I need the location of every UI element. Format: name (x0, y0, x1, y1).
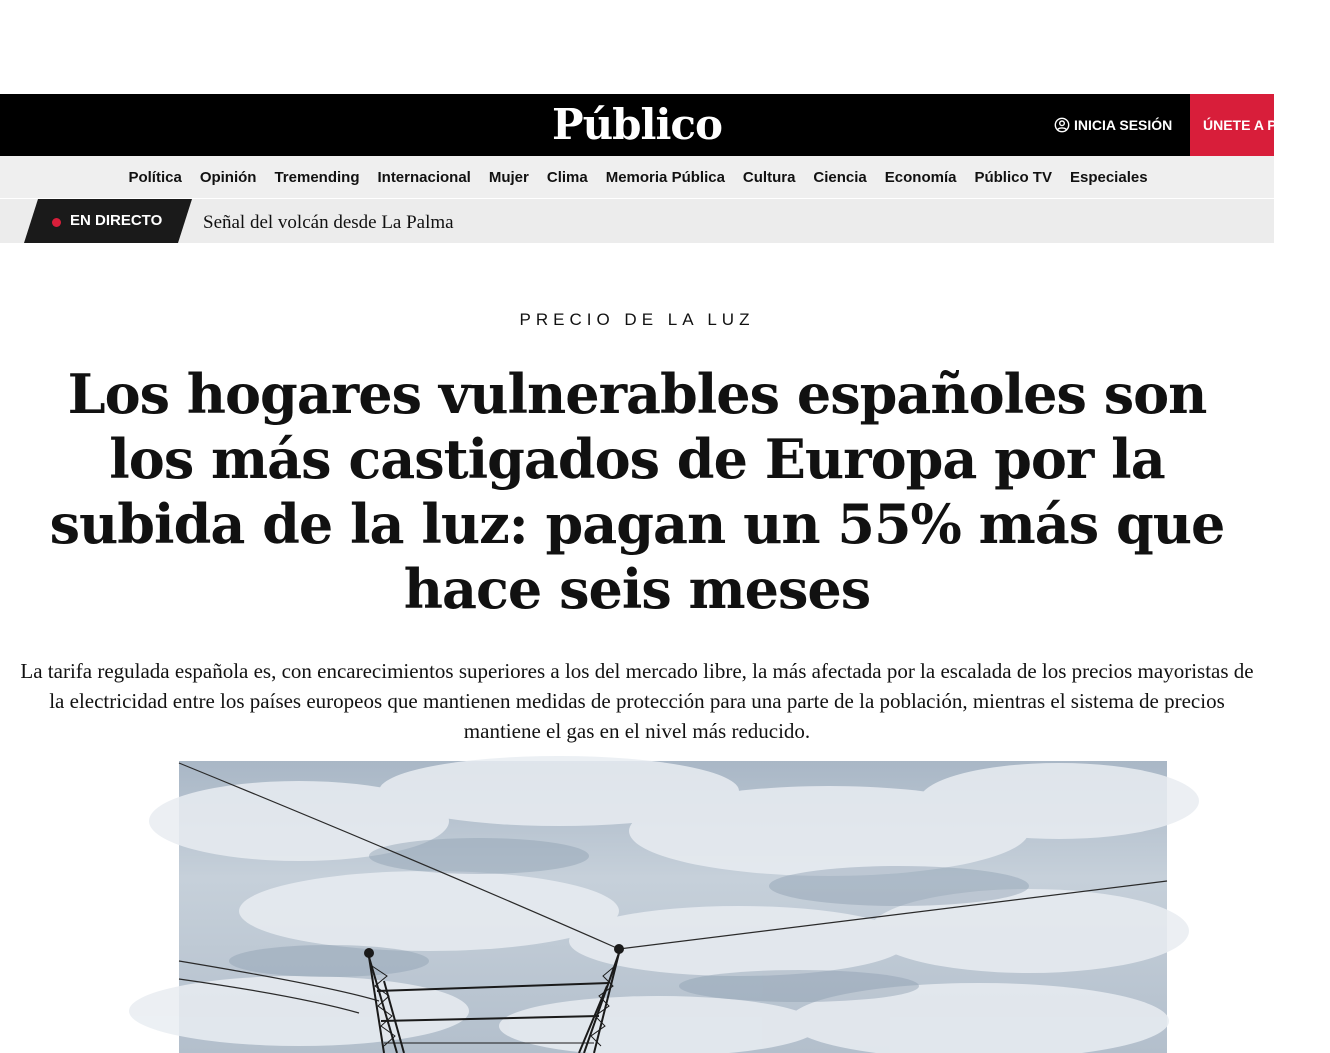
nav-item-cultura[interactable]: Cultura (742, 168, 796, 186)
article-kicker[interactable]: PRECIO DE LA LUZ (519, 310, 755, 329)
login-button[interactable] (1054, 94, 1172, 156)
nav-item-ciencia[interactable]: Ciencia (813, 168, 867, 186)
user-circle-icon (1054, 117, 1070, 133)
nav-item-clima[interactable]: Clima (546, 168, 588, 186)
section-nav-list (126, 169, 1147, 186)
publico-logo[interactable]: Público (552, 100, 722, 149)
nav-item-memoria-publica[interactable]: Memoria Pública (605, 168, 725, 186)
join-button[interactable]: ÚNETE A PÚBLICO (1190, 94, 1274, 156)
article-lead: La tarifa regulada española es, con encarecimientos superiores a los del mercado libre, la más afectada por la escalada de los precios mayoristas de la electricidad entre los países europeos que mantienen medidas de protección para una parte de la población, mientras el sistema de precios mantiene el gas en el nivel más reducido. (20, 659, 1254, 743)
nav-item-publico-tv[interactable]: Público TV (974, 168, 1052, 186)
live-dot-icon (52, 218, 61, 227)
section-nav (0, 156, 1274, 198)
live-strip (0, 199, 1274, 243)
masthead (0, 94, 1330, 156)
article-hero-photo (179, 761, 1167, 1053)
live-badge-label: EN DIRECTO (70, 212, 163, 229)
nav-item-tremending[interactable]: Tremending (274, 168, 360, 186)
live-story-link[interactable]: Señal del volcán desde La Palma (203, 212, 454, 233)
login-label: INICIA SESIÓN (1074, 117, 1173, 133)
top-whitespace (0, 0, 1274, 94)
nav-item-opinion[interactable]: Opinión (199, 168, 257, 186)
nav-item-economia[interactable]: Economía (884, 168, 957, 186)
article-headline: Los hogares vulnerables españoles son los más castigados de Europa por la subida de la luz: pagan un 55% más que hace seis meses (49, 362, 1225, 621)
nav-item-internacional[interactable]: Internacional (377, 168, 471, 186)
nav-item-especiales[interactable]: Especiales (1069, 168, 1148, 186)
nav-item-politica[interactable]: Política (128, 168, 182, 186)
nav-item-mujer[interactable]: Mujer (488, 168, 529, 186)
